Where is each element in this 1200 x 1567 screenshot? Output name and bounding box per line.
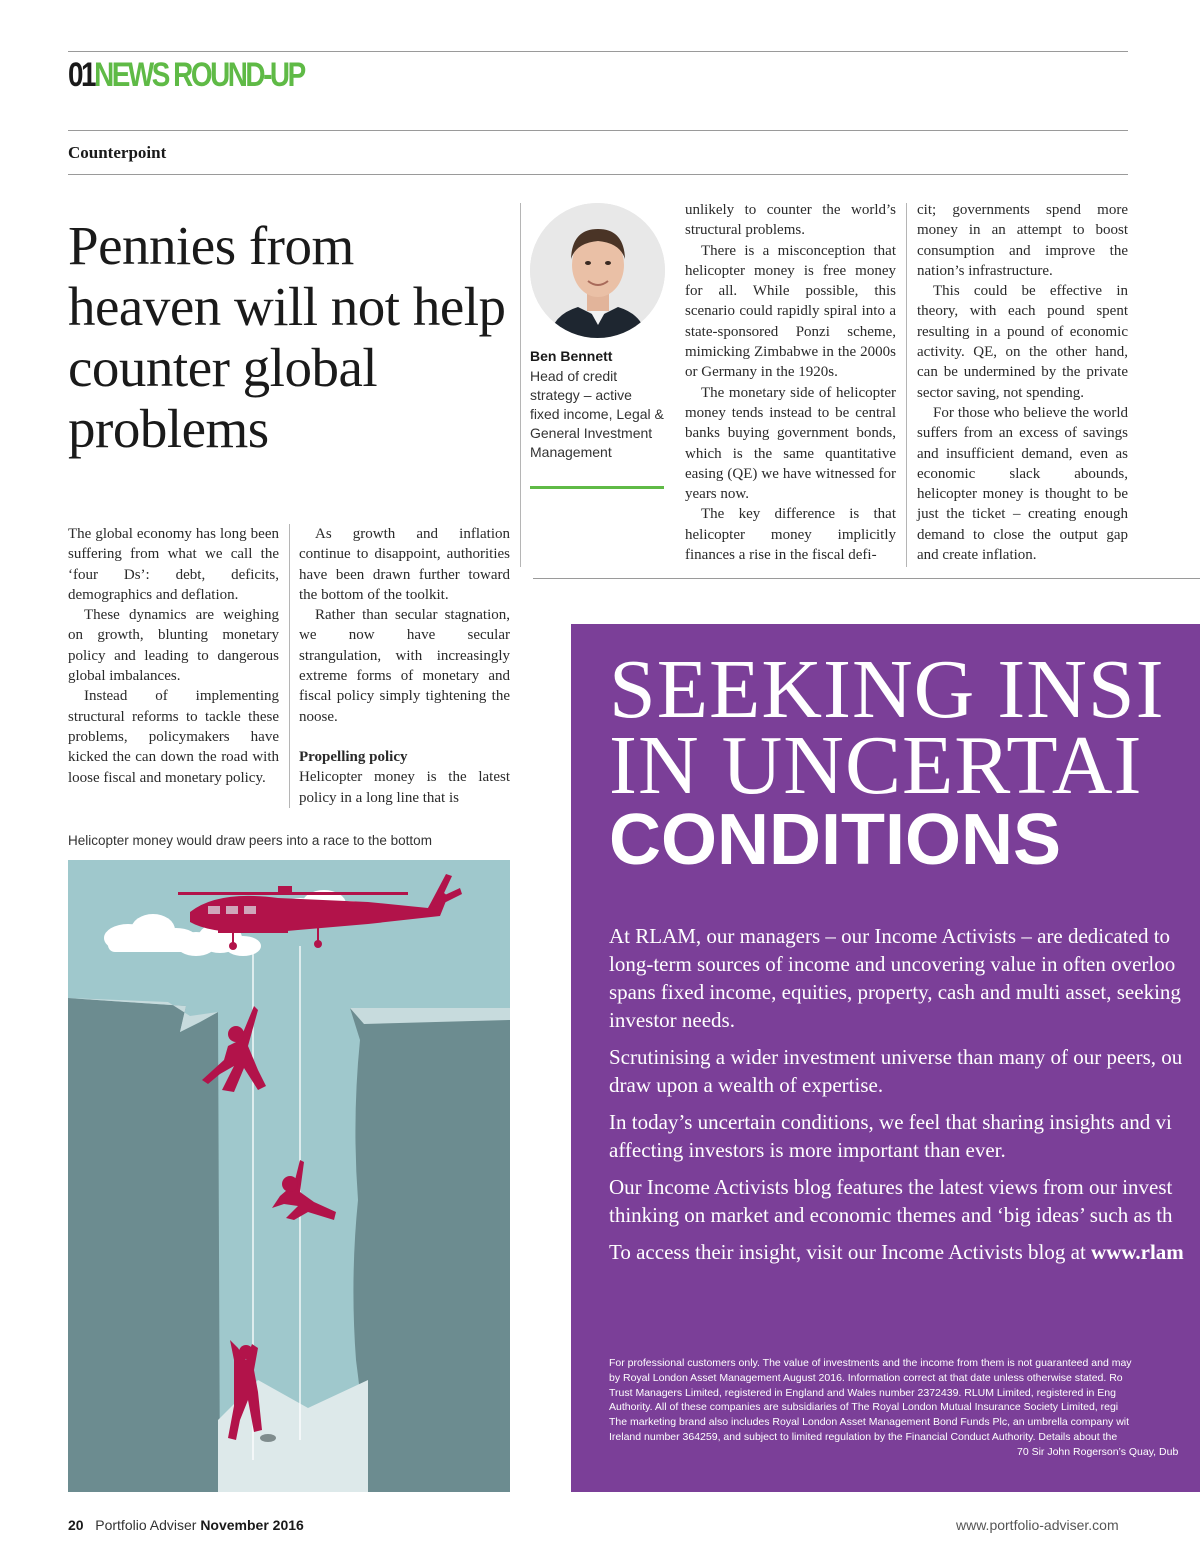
ad-link[interactable]: www.rlam bbox=[1091, 1240, 1184, 1264]
ad-cta: To access their insight, visit our Income Activists blog at www.rlam bbox=[609, 1240, 1184, 1264]
column-divider bbox=[289, 524, 290, 808]
paragraph: Helicopter money is the latest policy in a long line that is bbox=[299, 769, 510, 806]
paragraph: Instead of implementing structural reforms to tackle these problems, policymakers have kicked the can down the road with loose fiscal and monetary policy. bbox=[68, 688, 279, 786]
paragraph: The global economy has long been suffering from what we call the ‘four Ds’: debt, deficits, demographics and deflation. bbox=[68, 526, 279, 603]
article-column-3 bbox=[685, 200, 896, 565]
ad-body bbox=[609, 922, 1200, 1275]
paragraph: The key difference is that helicopter money implicitly finances a rise in the fiscal defi- bbox=[685, 506, 896, 564]
author-photo bbox=[530, 203, 665, 338]
paragraph: As growth and inflation continue to disappoint, authorities have been drawn further toward the bottom of the toolkit. bbox=[299, 526, 510, 603]
subheading: Propelling policy bbox=[299, 748, 408, 765]
section-rule bbox=[68, 130, 1128, 131]
footer-url[interactable]: www.portfolio-adviser.com bbox=[956, 1517, 1119, 1533]
article-column-1 bbox=[68, 524, 279, 788]
author-rule bbox=[530, 486, 664, 489]
author-name: Ben Bennett bbox=[530, 348, 613, 364]
helicopter-illustration bbox=[68, 860, 510, 1492]
footer-folio bbox=[68, 1517, 304, 1533]
article-column-2 bbox=[299, 524, 510, 808]
publication-name: Portfolio Adviser bbox=[95, 1517, 197, 1533]
article-end-rule bbox=[533, 578, 1200, 579]
article-column-4 bbox=[917, 200, 1128, 565]
paragraph: For those who believe the world suffers from an excess of savings and insufficient demand, even as economic slack abounds, helicopter money is thought to be just the ticket – creating enough demand to close the output gap and create inflation. bbox=[917, 404, 1128, 564]
page-number: 20 bbox=[68, 1517, 84, 1533]
kicker: Counterpoint bbox=[68, 143, 167, 162]
ad-small-print: For professional customers only. The value of investments and the income from them is not guaranteed and may by Royal London Asset Management August 2016. Information correct at that date unless otherwise stated. Ro Trust Managers Limited, registered in England and Wales number 2372439. RLUM Limited, registered in Eng Authority. All of these companies are subsidiaries of The Royal London Mutual Insurance Society Limited, regi The marketing brand also includes Royal London Asset Management Bond Funds Plc, an umbrella company wit Ireland number 364259, and subject to limited regulation by the Financial Conduct Authority. Details about the 70 Sir John Rogerson’s Quay, Dub bbox=[609, 1357, 1179, 1458]
paragraph: There is a misconception that helicopter money is free money for all. While possible, this scenario could rapidly spiral into a state-sponsored Ponzi scheme, mimicking Zimbabwe in the 2000s or Germany in the 1920s. bbox=[685, 242, 896, 381]
ad-headline-line: IN UNCERTAI bbox=[609, 719, 1143, 812]
ad-paragraph: Our Income Activists blog features the latest views from our invest thinking on market and economic themes and ‘big ideas’ such as th bbox=[609, 1175, 1173, 1227]
issue-date: November 2016 bbox=[200, 1517, 304, 1533]
paragraph: The monetary side of helicopter money tends instead to be central banks buying government bonds, which is the same quantitative easing (QE) we have witnessed for years now. bbox=[685, 384, 896, 503]
headline: Pennies from heaven will not help counter global problems bbox=[68, 215, 506, 459]
ad-paragraph: At RLAM, our managers – our Income Activists – are dedicated to long-term sources of income and uncovering value in often overloo spans fixed income, equities, property, cash and multi asset, seeking investor needs. bbox=[609, 924, 1181, 1032]
ad-paragraph: In today’s uncertain conditions, we feel that sharing insights and vi affecting investors is more important than ever. bbox=[609, 1110, 1172, 1162]
paragraph: These dynamics are weighing on growth, blunting monetary policy and leading to dangerous global imbalances. bbox=[68, 607, 279, 685]
paragraph: unlikely to counter the world’s structural problems. bbox=[685, 202, 896, 239]
section-name: NEWS ROUND-UP bbox=[94, 56, 304, 94]
ad-headline-bold: CONDITIONS bbox=[609, 800, 1062, 880]
section-label bbox=[68, 56, 304, 95]
top-rule bbox=[68, 51, 1128, 52]
paragraph: Rather than secular stagnation, we now have secular strangulation, with increasingly extreme forms of monetary and fiscal policy simply tightening the noose. bbox=[299, 607, 510, 725]
paragraph: This could be effective in theory, with each pound spent resulting in a pound of economic activity. QE, on the other hand, can be undermined by the private sector saving, not spending. bbox=[917, 283, 1128, 401]
column-divider bbox=[520, 203, 521, 567]
ad-headline bbox=[609, 643, 1165, 812]
image-caption: Helicopter money would draw peers into a race to the bottom bbox=[68, 833, 432, 848]
ad-headline-line: SEEKING INSI bbox=[609, 643, 1165, 736]
ad-paragraph: Scrutinising a wider investment universe than many of our peers, ou draw upon a wealth of expertise. bbox=[609, 1045, 1183, 1097]
paragraph: cit; governments spend more money in an attempt to boost consumption and improve the nation’s infrastructure. bbox=[917, 202, 1128, 279]
column-divider bbox=[906, 203, 907, 567]
kicker-rule bbox=[68, 174, 1128, 175]
section-number: 01 bbox=[68, 56, 95, 94]
rlam-advertisement[interactable] bbox=[571, 624, 1200, 1492]
author-role: Head of credit strategy – active fixed income, Legal & General Investment Management bbox=[530, 368, 664, 460]
